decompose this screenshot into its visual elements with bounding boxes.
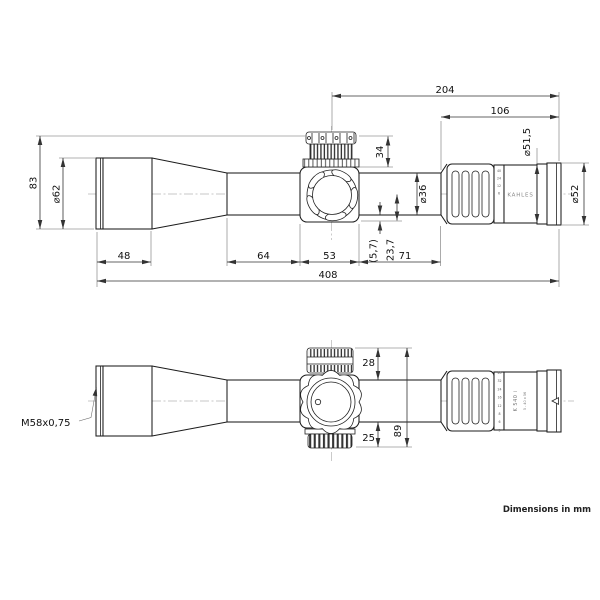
brand-text: KAHLES <box>507 192 534 199</box>
objective-bell-plan <box>103 366 152 436</box>
dim-25: 25 <box>362 433 375 444</box>
dim-89: 89 <box>393 424 404 438</box>
elevation-turret-cap <box>306 132 356 144</box>
dim-dia62: ⌀62 <box>51 184 63 204</box>
mag-scale-side-values: 40 24 12 6 <box>496 169 502 196</box>
units-note: Dimensions in mm <box>502 505 591 515</box>
mag-scale-plan-values: 40 32 24 16 12 8 6 5 <box>497 371 502 433</box>
dim-408: 408 <box>318 270 338 281</box>
dim-71: 71 <box>398 251 412 262</box>
dim-5-7: (5,7) <box>368 239 380 263</box>
dim-dia52: ⌀52 <box>570 184 581 204</box>
objective-thread-ring-plan <box>96 366 103 436</box>
dim-204: 204 <box>435 85 455 96</box>
diopter-ring-plan <box>537 371 547 431</box>
parallax-knob-plan <box>307 348 353 373</box>
elevation-turret-plan <box>301 370 362 433</box>
dim-23-7: 23,7 <box>385 238 397 262</box>
dim-dia36: ⌀36 <box>418 184 429 204</box>
diopter-ring <box>537 164 547 224</box>
objective-thread-ring <box>96 158 103 229</box>
dim-28: 28 <box>362 358 375 369</box>
dim-dia51-5: ⌀51,5 <box>522 127 533 157</box>
objective-bell <box>103 158 152 229</box>
dim-83: 83 <box>28 176 40 190</box>
dim-64: 64 <box>257 251 270 262</box>
eyepiece-body-plan <box>504 372 537 430</box>
dim-106: 106 <box>490 106 510 117</box>
dim-34: 34 <box>375 145 386 159</box>
model-text: K 540 i <box>513 390 519 412</box>
spec-text: 5 - 40 x 56 <box>523 391 527 411</box>
dim-53: 53 <box>323 251 336 262</box>
ocular-end-ring <box>547 163 561 225</box>
turret-knurl-band <box>310 144 352 159</box>
turret-scale-flange <box>303 159 359 167</box>
dim-48: 48 <box>117 251 131 262</box>
thread-label: M58x0,75 <box>21 418 71 429</box>
